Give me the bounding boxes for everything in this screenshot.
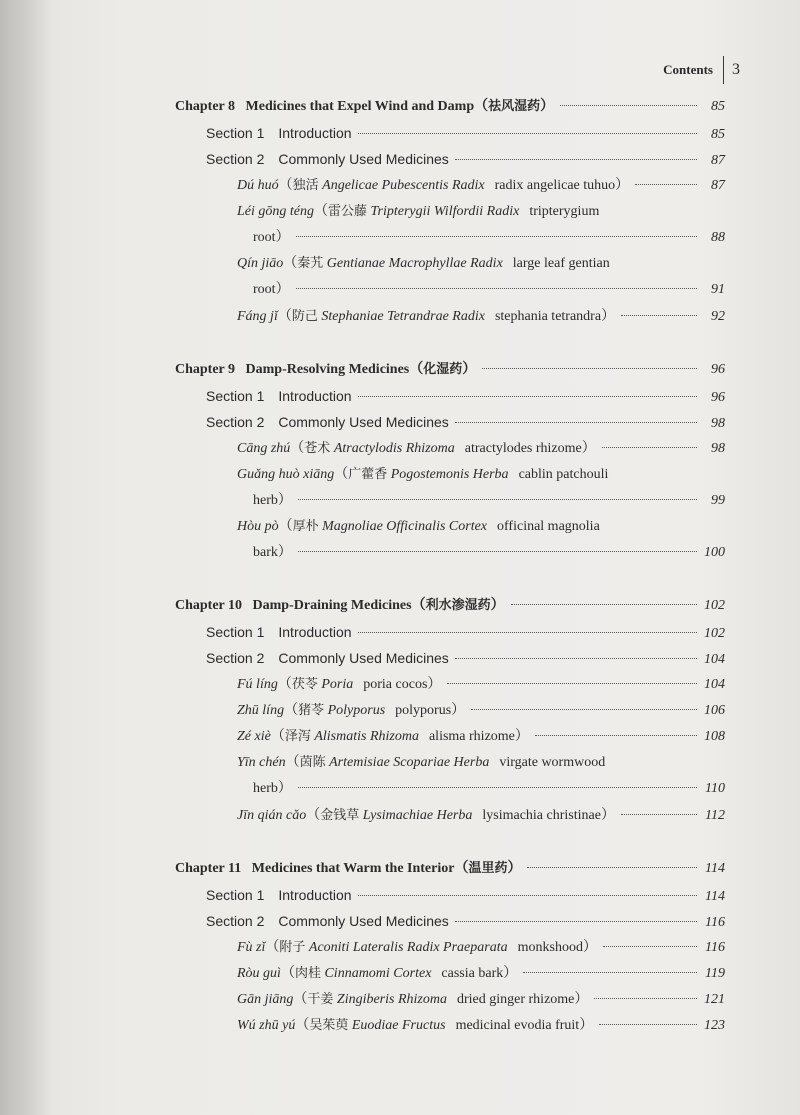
herb-latin: Zingiberis Rhizoma <box>336 992 447 1007</box>
herb-common: cablin patchouli <box>518 466 609 482</box>
herb-common-continued: herb） <box>253 493 292 508</box>
dot-leader <box>455 921 697 922</box>
section-heading <box>206 649 449 667</box>
herb-latin: Gentianae Macrophyllae Radix <box>326 256 503 272</box>
herb-heading: Hòu pò（厚朴 Magnoliae Officinalis Cortex officinal magnolia <box>237 519 600 535</box>
page-ref: 106 <box>704 702 725 718</box>
herb-chinese: 秦艽 <box>297 256 324 272</box>
section-entry[interactable] <box>206 413 725 433</box>
herb-chinese: 防己 <box>291 308 318 324</box>
herb-entry[interactable] <box>237 203 725 221</box>
chapter-title: Damp-Resolving Medicines <box>245 362 410 377</box>
herb-common: lysimachia christinae <box>482 807 601 823</box>
herb-chinese: 泽泻 <box>284 729 311 744</box>
chapter-entry[interactable] <box>175 860 725 878</box>
page-ref: 114 <box>705 861 725 876</box>
section-title: Introduction <box>278 624 352 641</box>
herb-heading: Jīn qián cǎo（金钱草 Lysimachiae Herba lysimachia christinae） <box>237 807 615 823</box>
herb-entry[interactable] <box>237 676 725 694</box>
dot-leader <box>511 604 697 605</box>
page-ref: 85 <box>711 127 725 143</box>
herb-common: tripterygium <box>529 203 600 219</box>
herb-entry[interactable] <box>237 1017 725 1035</box>
herb-heading: Yīn chén（茵陈 Artemisiae Scopariae Herba virgate wormwood <box>237 755 606 771</box>
page-ref: 100 <box>704 545 725 561</box>
herb-pinyin: Jīn qián cǎo <box>237 807 307 823</box>
herb-heading: Zé xiè（泽泻 Alismatis Rhizoma alisma rhizome） <box>237 729 529 744</box>
section-heading <box>206 124 352 142</box>
header-title: Contents <box>663 62 713 77</box>
dot-leader <box>527 867 697 868</box>
chapter-label: Chapter 11 <box>175 861 242 876</box>
herb-common: poria cocos <box>363 676 428 692</box>
herb-entry-continued[interactable] <box>253 544 725 562</box>
section-heading <box>206 150 449 168</box>
dot-leader <box>594 998 697 999</box>
herb-pinyin: Hòu pò <box>237 519 279 535</box>
herb-common: atractylodes rhizome <box>464 440 582 456</box>
herb-common-continued: root） <box>253 230 290 245</box>
chapter-chinese: 化湿药 <box>423 362 463 377</box>
section-label: Section 2 <box>206 650 265 667</box>
herb-heading: Ròu guì（肉桂 Cinnamomi Cortex cassia bark） <box>237 965 518 981</box>
herb-pinyin: Zé xiè <box>237 729 271 744</box>
herb-entry[interactable] <box>237 939 725 957</box>
herb-common-2: herb <box>253 493 278 508</box>
dot-leader <box>471 709 697 710</box>
dot-leader <box>358 632 697 633</box>
herb-pinyin: Ròu guì <box>237 965 281 981</box>
page-ref: 110 <box>705 781 725 797</box>
page-ref: 116 <box>705 939 725 955</box>
herb-common: polyporus <box>395 702 452 718</box>
herb-entry[interactable] <box>237 728 725 746</box>
herb-entry[interactable] <box>237 466 725 484</box>
herb-heading: Qín jiāo（秦艽 Gentianae Macrophyllae Radix large leaf gentian <box>237 256 610 272</box>
page-ref: 98 <box>711 416 725 432</box>
section-title: Introduction <box>278 125 352 142</box>
herb-chinese: 肉桂 <box>294 965 321 981</box>
page-ref: 99 <box>711 493 725 508</box>
section-title: Commonly Used Medicines <box>278 414 449 431</box>
herb-entry-continued[interactable] <box>253 492 725 510</box>
section-title: Introduction <box>278 388 352 405</box>
herb-latin: Cinnamomi Cortex <box>324 965 432 981</box>
herb-common-2: root <box>253 282 276 298</box>
chapter-label: Chapter 10 <box>175 598 243 613</box>
dot-leader <box>296 236 697 237</box>
page-ref: 102 <box>704 626 725 642</box>
dot-leader <box>523 972 697 973</box>
herb-heading: Fù zǐ（附子 Aconiti Lateralis Radix Praeparata monkshood） <box>237 939 597 955</box>
herb-heading: Fáng jǐ（防己 Stephaniae Tetrandrae Radix stephania tetrandra） <box>237 308 616 324</box>
section-entry[interactable] <box>206 623 725 643</box>
section-entry[interactable] <box>206 150 725 170</box>
chapter-entry[interactable] <box>175 98 725 116</box>
chapter-label: Chapter 8 <box>175 99 236 114</box>
dot-leader <box>482 368 697 369</box>
chapter-heading: Chapter 8 Medicines that Expel Wind and Damp（祛风湿药） <box>175 99 555 114</box>
dot-leader <box>455 159 697 160</box>
herb-heading: Cāng zhú（苍术 Atractylodis Rhizoma atractylodes rhizome） <box>237 440 596 456</box>
herb-latin: Stephaniae Tetrandrae Radix <box>321 308 485 324</box>
herb-entry-continued[interactable] <box>253 229 725 247</box>
dot-leader <box>298 499 697 500</box>
section-heading <box>206 912 449 930</box>
chapter-heading: Chapter 11 Medicines that Warm the Interior（温里药） <box>175 861 522 876</box>
herb-common-continued: herb） <box>253 781 292 797</box>
section-label: Section 2 <box>206 414 265 431</box>
herb-latin: Artemisiae Scopariae Herba <box>329 755 490 771</box>
dot-leader <box>358 396 697 397</box>
section-entry[interactable] <box>206 912 725 932</box>
herb-latin: Aconiti Lateralis Radix Praeparata <box>308 939 508 955</box>
herb-chinese: 金钱草 <box>320 807 360 823</box>
herb-latin: Poria <box>321 676 354 692</box>
herb-pinyin: Guǎng huò xiāng <box>237 466 335 482</box>
herb-chinese: 猪苓 <box>298 702 325 718</box>
herb-entry[interactable] <box>237 518 725 536</box>
herb-common: virgate wormwood <box>499 755 606 771</box>
herb-chinese: 茵陈 <box>299 755 326 771</box>
herb-common-2: root <box>253 230 276 245</box>
herb-common: alisma rhizome <box>428 729 515 744</box>
herb-heading: Wú zhū yú（吴茱萸 Euodiae Fructus medicinal evodia fruit） <box>237 1018 594 1034</box>
page-ref: 108 <box>704 729 725 744</box>
herb-common: monkshood <box>517 939 583 955</box>
herb-common: radix angelicae tuhuo <box>494 177 616 193</box>
dot-leader <box>602 447 697 448</box>
herb-pinyin: Léi gōng téng <box>237 203 314 219</box>
chapter-label: Chapter 9 <box>175 362 236 377</box>
page-ref: 102 <box>704 598 725 613</box>
herb-entry[interactable] <box>237 177 725 195</box>
page-ref: 119 <box>705 965 725 981</box>
section-heading <box>206 413 449 431</box>
section-entry[interactable] <box>206 124 725 144</box>
chapter-title: Damp-Draining Medicines <box>252 598 412 613</box>
section-label: Section 1 <box>206 624 265 641</box>
page-ref: 87 <box>711 177 725 193</box>
section-label: Section 2 <box>206 151 265 168</box>
herb-entry-continued[interactable] <box>253 780 725 798</box>
herb-latin: Euodiae Fructus <box>351 1018 446 1034</box>
dot-leader <box>447 683 697 684</box>
herb-pinyin: Fáng jǐ <box>237 308 278 324</box>
page-ref: 116 <box>705 915 725 931</box>
herb-heading: Zhū líng（猪苓 Polyporus polyporus） <box>237 702 466 718</box>
page-ref: 96 <box>711 362 725 377</box>
herb-heading: Dú huó（独活 Angelicae Pubescentis Radix radix angelicae tuhuo） <box>237 177 630 193</box>
dot-leader <box>455 422 697 423</box>
herb-entry[interactable] <box>237 255 725 273</box>
section-heading <box>206 623 352 641</box>
herb-heading: Gān jiāng（干姜 Zingiberis Rhizoma dried ginger rhizome） <box>237 992 589 1007</box>
dot-leader <box>621 315 697 316</box>
chapter-heading: Chapter 9 Damp-Resolving Medicines（化湿药） <box>175 362 477 377</box>
section-title: Commonly Used Medicines <box>278 650 449 667</box>
page-ref: 112 <box>705 807 725 823</box>
page-ref: 98 <box>711 440 725 456</box>
herb-chinese: 独活 <box>292 177 319 193</box>
herb-common-2: bark <box>253 545 278 561</box>
dot-leader <box>603 946 697 947</box>
herb-common-continued: root） <box>253 282 290 298</box>
herb-entry[interactable] <box>237 308 725 326</box>
dot-leader <box>535 735 697 736</box>
page-ref: 92 <box>711 308 725 324</box>
section-title: Commonly Used Medicines <box>278 151 449 168</box>
herb-pinyin: Cāng zhú <box>237 440 291 456</box>
page-ref: 121 <box>704 992 725 1007</box>
chapter-chinese: 温里药 <box>468 861 508 876</box>
chapter-heading: Chapter 10 Damp-Draining Medicines（利水渗湿药） <box>175 598 505 613</box>
herb-pinyin: Wú zhū yú <box>237 1018 296 1034</box>
page-ref: 104 <box>704 676 725 692</box>
herb-chinese: 苍术 <box>304 440 331 456</box>
section-heading <box>206 886 352 904</box>
section-title: Commonly Used Medicines <box>278 913 449 930</box>
page-ref: 114 <box>705 889 725 905</box>
herb-common: stephania tetrandra <box>494 308 602 324</box>
dot-leader <box>298 787 697 788</box>
herb-pinyin: Yīn chén <box>237 755 286 771</box>
herb-entry[interactable] <box>237 807 725 825</box>
section-entry[interactable] <box>206 649 725 669</box>
herb-latin: Angelicae Pubescentis Radix <box>322 177 485 193</box>
herb-common: cassia bark <box>441 965 504 981</box>
dot-leader <box>455 658 697 659</box>
page-ref: 88 <box>711 230 725 245</box>
herb-common: officinal magnolia <box>497 519 600 535</box>
herb-entry-continued[interactable] <box>253 281 725 299</box>
herb-common: large leaf gentian <box>512 256 610 272</box>
herb-heading: Fú líng（茯苓 Poria poria cocos） <box>237 676 442 692</box>
chapter-title: Medicines that Expel Wind and Damp <box>245 99 475 114</box>
section-label: Section 1 <box>206 125 265 142</box>
herb-heading: Guǎng huò xiāng（广藿香 Pogostemonis Herba cablin patchouli <box>237 466 609 482</box>
dot-leader <box>635 184 697 185</box>
herb-entry[interactable] <box>237 965 725 983</box>
herb-common-continued: bark） <box>253 545 292 561</box>
herb-pinyin: Fù zǐ <box>237 939 266 955</box>
herb-common: dried ginger rhizome <box>456 992 575 1007</box>
chapter-title: Medicines that Warm the Interior <box>251 861 455 876</box>
herb-pinyin: Zhū líng <box>237 702 285 718</box>
herb-common: medicinal evodia fruit <box>455 1018 580 1034</box>
herb-pinyin: Gān jiāng <box>237 992 294 1007</box>
dot-leader <box>599 1024 697 1025</box>
herb-chinese: 雷公藤 <box>328 203 368 219</box>
herb-latin: Pogostemonis Herba <box>390 466 509 482</box>
chapter-entry[interactable] <box>175 361 725 379</box>
herb-entry[interactable] <box>237 754 725 772</box>
page-ref: 123 <box>704 1018 725 1034</box>
dot-leader <box>358 133 697 134</box>
page-ref: 96 <box>711 390 725 406</box>
section-entry[interactable] <box>206 886 725 906</box>
herb-entry[interactable] <box>237 440 725 458</box>
herb-latin: Magnoliae Officinalis Cortex <box>322 519 488 535</box>
chapter-entry[interactable] <box>175 597 725 615</box>
section-label: Section 1 <box>206 388 265 405</box>
chapter-chinese: 祛风湿药 <box>488 99 541 114</box>
section-label: Section 1 <box>206 887 265 904</box>
chapter-chinese: 利水渗湿药 <box>425 598 491 613</box>
herb-latin: Lysimachiae Herba <box>362 807 473 823</box>
herb-chinese: 附子 <box>279 939 306 955</box>
herb-heading: Léi gōng téng（雷公藤 Tripterygii Wilfordii Radix tripterygium <box>237 203 600 219</box>
herb-latin: Alismatis Rhizoma <box>314 729 419 744</box>
dot-leader <box>298 551 697 552</box>
dot-leader <box>560 105 697 106</box>
herb-latin: Polyporus <box>327 702 386 718</box>
dot-leader <box>621 814 697 815</box>
dot-leader <box>296 288 697 289</box>
section-title: Introduction <box>278 887 352 904</box>
page-ref: 87 <box>711 153 725 169</box>
herb-entry[interactable] <box>237 991 725 1009</box>
page-ref: 85 <box>711 99 725 114</box>
page-number: 3 <box>732 61 740 78</box>
herb-pinyin: Fú líng <box>237 676 278 692</box>
herb-latin: Atractylodis Rhizoma <box>333 440 455 456</box>
section-entry[interactable] <box>206 387 725 407</box>
section-label: Section 2 <box>206 913 265 930</box>
dot-leader <box>358 895 697 896</box>
herb-chinese: 广藿香 <box>348 466 388 482</box>
herb-latin: Tripterygii Wilfordii Radix <box>370 203 520 219</box>
herb-entry[interactable] <box>237 702 725 720</box>
herb-common-2: herb <box>253 781 278 797</box>
page-ref: 91 <box>711 282 725 298</box>
herb-pinyin: Dú huó <box>237 177 279 193</box>
herb-chinese: 茯苓 <box>291 676 318 692</box>
herb-pinyin: Qín jiāo <box>237 256 284 272</box>
herb-chinese: 吴茱萸 <box>309 1018 349 1034</box>
herb-chinese: 干姜 <box>307 992 334 1007</box>
herb-chinese: 厚朴 <box>292 519 319 535</box>
page-ref: 104 <box>704 652 725 668</box>
section-heading <box>206 387 352 405</box>
